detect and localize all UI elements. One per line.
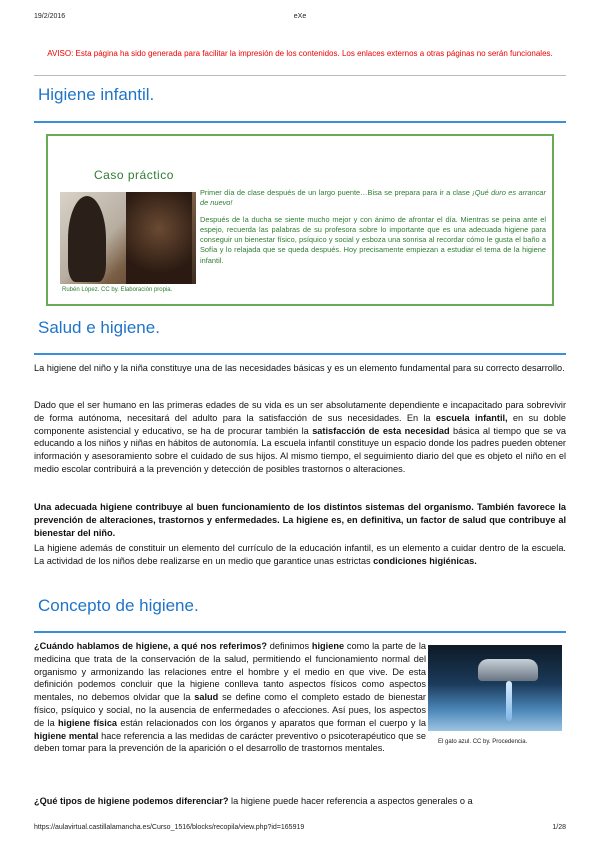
case-photo-caption: Rubén López. CC by. Elaboración propia. — [62, 287, 173, 293]
divider — [34, 75, 566, 76]
concepto-p1-f: higiene física — [58, 717, 118, 728]
section-divider — [34, 631, 566, 633]
case-paragraph-2: Después de la ducha se siente mucho mejor y con ánimo de afrontar el día. Mientras se peina ante el espejo, recuerda las palabras de su profesora sobre lo importante que es una adecuada higiene para conseguir un bienestar físico, psíquico y social y esboza una sonrisa al recordar cómo le gusta el baño a Sofía y lo relajada que se queda después. Hoy precisamente empiezan a estudiar el tema de la higiene infantil. — [200, 214, 546, 265]
print-date: 19/2/2016 — [34, 13, 66, 20]
section-divider — [34, 121, 566, 123]
concepto-p1-d: salud — [194, 692, 219, 703]
case-p1-italic: ¡Qué duro es arrancar de nuevo! — [200, 188, 546, 208]
concepto-p1-i: hace referencia a las medidas de carácter preventivo o psicoterapéutico que se deben tomar para la prevención de la aparición o el desarrollo de trastornos mentales. — [34, 730, 426, 754]
salud-p3-bold: Una adecuada higiene contribuye al buen funcionamiento de los distintos sistemas del organismo. También favorece la prevención de alteraciones, trastornos y enfermedades. La higiene es, en definitiva, un factor de salud que contribuye al bienestar del niño. — [34, 502, 566, 538]
case-study-photo — [60, 192, 196, 284]
concepto-p1-g: están relacionados con los órganos y aparatos que forman el cuerpo y la — [117, 717, 426, 728]
salud-p2-c: en su doble componente asistencial y educativo, se ha de procurar también la — [34, 412, 566, 436]
salud-p2 — [34, 399, 566, 476]
print-notice: AVISO: Esta página ha sido generada para facilitar la impresión de los contenidos. Los enlaces externos a otras páginas no serán funcionales. — [47, 49, 553, 58]
concepto-p1-a: definimos — [266, 641, 312, 651]
salud-p2-b2: satisfacción de esta necesidad — [312, 425, 450, 436]
salud-paragraph-1 — [34, 362, 566, 375]
concepto-q2: ¿Qué tipos de higiene podemos diferenciar? — [34, 796, 229, 806]
salud-p2-d: básica al tiempo que se va educando a los niños y niñas en hábitos de autonomía. La escuela infantil constituye un espacio donde los padres pueden obtener información y asesoramiento sobre el cuidado de sus hijos. Al mismo tiempo, el seguimiento diario del que es objeto el niño en el medio escolar contribuirá a la prevención y detección de posibles trastornos o alteraciones. — [34, 425, 567, 474]
concepto-p2-a: la higiene puede hacer referencia a aspectos generales o a — [228, 796, 473, 806]
concepto-p1-h: higiene mental — [34, 730, 99, 741]
salud-p1: La higiene del niño y la niña constituye una de las necesidades básicas y es un elemento fundamental para su correcto desarrollo. — [34, 363, 565, 373]
page-url: https://aulavirtual.castillalamancha.es/Curso_1516/blocks/recopila/view.php?id=165919 — [34, 824, 305, 831]
concepto-p2 — [34, 795, 566, 808]
concepto-p1-c: como la parte de la medicina que trata de la conservación de la salud, permitiendo el funcionamiento normal del organismo y armonizando las relaciones entre el hombre y el medio en que vive. De esta definición podemos concluir que la higiene conlleva tanto aspectos físicos como aspectos mentales, no debemos olvidar que la — [34, 641, 426, 703]
case-paragraph-1 — [200, 188, 546, 209]
salud-p3 — [34, 501, 566, 539]
concepto-paragraph-2 — [34, 795, 566, 808]
case-study-title: Caso práctico — [94, 168, 174, 182]
salud-p4-b: condiciones higiénicas. — [373, 555, 477, 566]
section-divider — [34, 353, 566, 355]
case-study-text — [200, 188, 546, 272]
print-title: eXe — [293, 13, 307, 20]
section-title-concepto: Concepto de higiene. — [38, 596, 199, 615]
salud-p2-b1: escuela infantil, — [435, 412, 508, 423]
salud-p4-a: La higiene además de constituir un elemento del currículo de la educación infantil, es un elemento a cuidar dentro de la escuela. La actividad de los niños debe realizarse en un medio que garantice unas estrictas — [34, 543, 566, 566]
salud-paragraph-2 — [34, 399, 566, 476]
tap-image-caption: El gato azul. CC by. Procedencia. — [438, 739, 528, 745]
page-number: 1/28 — [552, 824, 566, 831]
salud-p4 — [34, 542, 566, 568]
concepto-paragraph-1 — [34, 640, 566, 758]
section-title-higiene-infantil: Higiene infantil. — [38, 85, 155, 104]
salud-paragraph-4 — [34, 542, 566, 568]
concepto-p1-e: se define como el completo estado de bienestar físico, psíquico y social, no la ausencia de enfermedades o afecciones. Así pues, los aspectos de la — [34, 692, 426, 728]
print-footer — [34, 824, 566, 831]
concepto-p1-b: higiene — [311, 641, 345, 651]
concepto-q1: ¿Cuándo hablamos de higiene, a qué nos referimos? — [34, 641, 267, 651]
salud-paragraph-3 — [34, 501, 566, 539]
case-p1-text: Primer día de clase después de un largo puente…Bisa se prepara para ir a clase — [200, 188, 473, 197]
section-title-salud-higiene: Salud e higiene. — [38, 318, 160, 337]
salud-p2-a: Dado que el ser humano en las primeras edades de su vida es un ser absolutamente dependiente e incapacitado para sobrevivir de forma autónoma, necesitará del adulto para la satisfacción de sus necesidades. En la — [34, 400, 566, 423]
